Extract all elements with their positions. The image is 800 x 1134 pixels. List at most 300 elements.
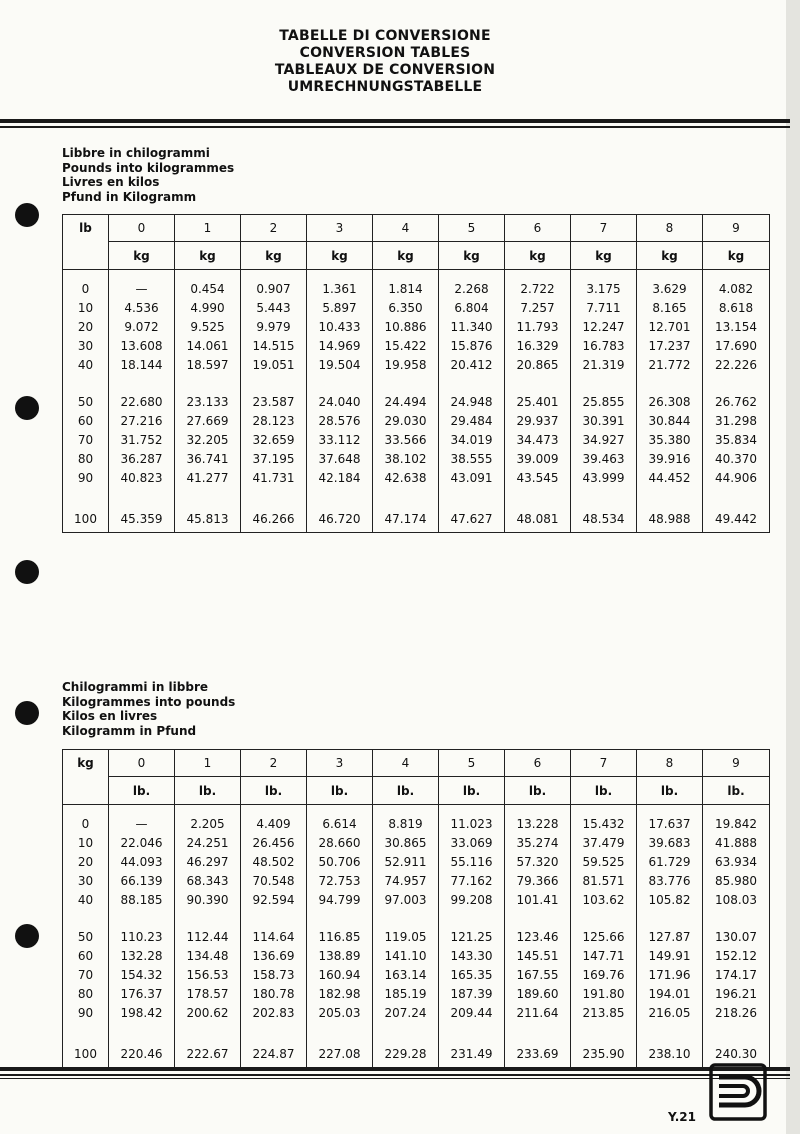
table-cell: 30.865 — [373, 833, 439, 852]
column-digit-header: 4 — [373, 750, 439, 777]
top-rule-thick — [0, 119, 790, 123]
table-cell: 28.576 — [307, 411, 373, 430]
table-cell: 7.711 — [571, 298, 637, 317]
table-cell: 101.41 — [505, 890, 571, 909]
table-cell: 3.175 — [571, 279, 637, 298]
table-cell: 13.608 — [109, 336, 175, 355]
row-base-label: 70 — [63, 430, 109, 449]
table-row — [63, 505, 770, 533]
page-edge — [786, 0, 800, 1134]
table-cell: 48.534 — [571, 505, 637, 533]
column-digit-header: 7 — [571, 750, 637, 777]
binder-hole — [15, 203, 39, 227]
table-cell: 90.390 — [175, 890, 241, 909]
table-cell: 20.412 — [439, 355, 505, 374]
table-cell: 11.793 — [505, 317, 571, 336]
table-row — [63, 355, 770, 374]
table-cell: — — [109, 814, 175, 833]
table-cell: 20.865 — [505, 355, 571, 374]
table-cell: 25.855 — [571, 392, 637, 411]
column-digit-header: 1 — [175, 215, 241, 242]
table-corner-label: kg — [63, 750, 109, 777]
table-cell: 21.319 — [571, 355, 637, 374]
table-cell: 48.502 — [241, 852, 307, 871]
column-digit-header: 8 — [637, 750, 703, 777]
table-cell: 27.669 — [175, 411, 241, 430]
table-cell: 224.87 — [241, 1040, 307, 1068]
table-cell: 10.433 — [307, 317, 373, 336]
table-cell: 15.432 — [571, 814, 637, 833]
table-cell: 19.504 — [307, 355, 373, 374]
row-base-label: 0 — [63, 814, 109, 833]
table-cell: 34.019 — [439, 430, 505, 449]
column-digit-header: 6 — [505, 750, 571, 777]
row-base-label: 80 — [63, 449, 109, 468]
table-row — [63, 927, 770, 946]
table-cell: 33.112 — [307, 430, 373, 449]
table-row — [63, 852, 770, 871]
table-cell: 23.133 — [175, 392, 241, 411]
column-unit-header: lb. — [703, 777, 770, 805]
table-cell: 21.772 — [637, 355, 703, 374]
table-cell: 45.813 — [175, 505, 241, 533]
row-base-label: 10 — [63, 298, 109, 317]
table-cell: 9.525 — [175, 317, 241, 336]
column-unit-header: kg — [307, 242, 373, 270]
table-cell: 14.515 — [241, 336, 307, 355]
table-cell: 238.10 — [637, 1040, 703, 1068]
table-cell: 46.720 — [307, 505, 373, 533]
column-unit-header: lb. — [439, 777, 505, 805]
table-cell: 52.911 — [373, 852, 439, 871]
table-cell: 5.897 — [307, 298, 373, 317]
table-cell: 26.308 — [637, 392, 703, 411]
table-cell: 74.957 — [373, 871, 439, 890]
table-cell: 0.907 — [241, 279, 307, 298]
table-cell: 213.85 — [571, 1003, 637, 1022]
table-cell: 77.162 — [439, 871, 505, 890]
table-cell: 191.80 — [571, 984, 637, 1003]
table-cell: 19.842 — [703, 814, 770, 833]
header-line-de: UMRECHNUNGSTABELLE — [287, 79, 483, 95]
table-cell: 33.069 — [439, 833, 505, 852]
table-cell: 3.629 — [637, 279, 703, 298]
table-cell: 149.91 — [637, 946, 703, 965]
table-cell: 24.948 — [439, 392, 505, 411]
table-cell: 39.009 — [505, 449, 571, 468]
table-cell: 5.443 — [241, 298, 307, 317]
table-cell: 94.799 — [307, 890, 373, 909]
column-unit-header: lb. — [175, 777, 241, 805]
table-cell: 29.937 — [505, 411, 571, 430]
table1-title: Libbre in chilogrammi Pounds into kilogrammes Livres en kilos Pfund in Kilogramm — [62, 146, 235, 204]
row-base-label: 40 — [63, 355, 109, 374]
pounds-to-kg-table — [62, 214, 770, 533]
table-cell: 81.571 — [571, 871, 637, 890]
table-cell: 44.906 — [703, 468, 770, 487]
table-cell: 156.53 — [175, 965, 241, 984]
table-cell: 59.525 — [571, 852, 637, 871]
row-base-label: 100 — [63, 505, 109, 533]
table-cell: 6.614 — [307, 814, 373, 833]
table-cell: 194.01 — [637, 984, 703, 1003]
row-base-label: 10 — [63, 833, 109, 852]
column-unit-header: kg — [241, 242, 307, 270]
table-cell: 44.452 — [637, 468, 703, 487]
table-row — [63, 946, 770, 965]
table-cell: 15.876 — [439, 336, 505, 355]
table-cell: 22.680 — [109, 392, 175, 411]
table-cell: 28.123 — [241, 411, 307, 430]
table-cell: 196.21 — [703, 984, 770, 1003]
table-cell: 97.003 — [373, 890, 439, 909]
table-cell: 189.60 — [505, 984, 571, 1003]
table-cell: 38.102 — [373, 449, 439, 468]
table-cell: 44.093 — [109, 852, 175, 871]
table-cell: 37.648 — [307, 449, 373, 468]
table-cell: 182.98 — [307, 984, 373, 1003]
table-cell: 24.251 — [175, 833, 241, 852]
table-row — [63, 279, 770, 298]
table-cell: 105.82 — [637, 890, 703, 909]
table-cell: 32.659 — [241, 430, 307, 449]
table-cell: 30.391 — [571, 411, 637, 430]
column-digit-header: 5 — [439, 215, 505, 242]
table-cell: 17.637 — [637, 814, 703, 833]
column-digit-header: 6 — [505, 215, 571, 242]
table-cell: 39.463 — [571, 449, 637, 468]
column-digit-header: 3 — [307, 750, 373, 777]
table-row — [63, 449, 770, 468]
table-cell: 79.366 — [505, 871, 571, 890]
table-cell: 7.257 — [505, 298, 571, 317]
table-cell: 220.46 — [109, 1040, 175, 1068]
binder-hole — [15, 560, 39, 584]
table-cell: 11.023 — [439, 814, 505, 833]
table-cell: 15.422 — [373, 336, 439, 355]
table-cell: 18.144 — [109, 355, 175, 374]
column-unit-header: kg — [373, 242, 439, 270]
table-cell: 207.24 — [373, 1003, 439, 1022]
table-cell: 4.082 — [703, 279, 770, 298]
table-cell: 147.71 — [571, 946, 637, 965]
table-cell: 61.729 — [637, 852, 703, 871]
table-cell: 22.226 — [703, 355, 770, 374]
column-unit-header: lb. — [373, 777, 439, 805]
table-cell: 9.072 — [109, 317, 175, 336]
table-cell: 41.277 — [175, 468, 241, 487]
table-cell: 45.359 — [109, 505, 175, 533]
table-cell: 6.350 — [373, 298, 439, 317]
table-cell: 92.594 — [241, 890, 307, 909]
table-cell: 48.081 — [505, 505, 571, 533]
header-line-en: CONVERSION TABLES — [299, 45, 471, 61]
table-cell: 48.988 — [637, 505, 703, 533]
table-cell: 154.32 — [109, 965, 175, 984]
table-cell: 4.409 — [241, 814, 307, 833]
table-corner-spacer — [63, 242, 109, 270]
table-cell: 211.64 — [505, 1003, 571, 1022]
table-cell: 37.195 — [241, 449, 307, 468]
column-digit-header: 1 — [175, 750, 241, 777]
column-unit-header: kg — [703, 242, 770, 270]
column-digit-header: 0 — [109, 750, 175, 777]
table-row — [63, 430, 770, 449]
table-cell: 14.969 — [307, 336, 373, 355]
table-cell: 43.545 — [505, 468, 571, 487]
table-cell: 138.89 — [307, 946, 373, 965]
table-cell: 4.536 — [109, 298, 175, 317]
column-digit-header: 4 — [373, 215, 439, 242]
row-base-label: 50 — [63, 392, 109, 411]
page-number: Y.21 — [668, 1110, 696, 1124]
table-cell: 198.42 — [109, 1003, 175, 1022]
table-cell: 145.51 — [505, 946, 571, 965]
table-row — [63, 1040, 770, 1068]
table-cell: 22.046 — [109, 833, 175, 852]
table-cell: 163.14 — [373, 965, 439, 984]
table-cell: 180.78 — [241, 984, 307, 1003]
column-unit-header: kg — [637, 242, 703, 270]
table-cell: 17.690 — [703, 336, 770, 355]
table-cell: 114.64 — [241, 927, 307, 946]
table-cell: 39.683 — [637, 833, 703, 852]
table-cell: 30.844 — [637, 411, 703, 430]
page-header — [0, 28, 770, 96]
table-cell: 174.17 — [703, 965, 770, 984]
table-cell: 88.185 — [109, 890, 175, 909]
table-cell: 13.154 — [703, 317, 770, 336]
binder-hole — [15, 701, 39, 725]
table-cell: 85.980 — [703, 871, 770, 890]
table-cell: 99.208 — [439, 890, 505, 909]
table-cell: 185.19 — [373, 984, 439, 1003]
table-cell: 40.370 — [703, 449, 770, 468]
table-cell: 9.979 — [241, 317, 307, 336]
table-cell: 38.555 — [439, 449, 505, 468]
table-cell: 11.340 — [439, 317, 505, 336]
table-cell: 202.83 — [241, 1003, 307, 1022]
table-cell: 66.139 — [109, 871, 175, 890]
row-base-label: 90 — [63, 1003, 109, 1022]
table-cell: 116.85 — [307, 927, 373, 946]
table-corner-label: lb — [63, 215, 109, 242]
table-cell: 23.587 — [241, 392, 307, 411]
table-row — [63, 984, 770, 1003]
column-digit-header: 5 — [439, 750, 505, 777]
table-cell: 26.762 — [703, 392, 770, 411]
table-cell: 108.03 — [703, 890, 770, 909]
column-unit-header: lb. — [505, 777, 571, 805]
table-cell: 216.05 — [637, 1003, 703, 1022]
table-cell: 143.30 — [439, 946, 505, 965]
table-row — [63, 833, 770, 852]
table-cell: 218.26 — [703, 1003, 770, 1022]
table-cell: 40.823 — [109, 468, 175, 487]
table-cell: 24.494 — [373, 392, 439, 411]
table-cell: 49.442 — [703, 505, 770, 533]
table-cell: 17.237 — [637, 336, 703, 355]
table-cell: 47.174 — [373, 505, 439, 533]
table-cell: 46.297 — [175, 852, 241, 871]
table-row — [63, 965, 770, 984]
table-cell: 83.776 — [637, 871, 703, 890]
table-cell: 134.48 — [175, 946, 241, 965]
table-cell: 222.67 — [175, 1040, 241, 1068]
table-cell: 112.44 — [175, 927, 241, 946]
table-cell: 43.999 — [571, 468, 637, 487]
table-cell: 35.380 — [637, 430, 703, 449]
table-cell: 205.03 — [307, 1003, 373, 1022]
table-cell: 35.834 — [703, 430, 770, 449]
table-cell: 160.94 — [307, 965, 373, 984]
row-base-label: 30 — [63, 336, 109, 355]
table-cell: 55.116 — [439, 852, 505, 871]
table-cell: 39.916 — [637, 449, 703, 468]
table-cell: 33.566 — [373, 430, 439, 449]
column-unit-header: kg — [439, 242, 505, 270]
table-cell: 152.12 — [703, 946, 770, 965]
row-base-label: 0 — [63, 279, 109, 298]
table-cell: 26.456 — [241, 833, 307, 852]
table-cell: 178.57 — [175, 984, 241, 1003]
table-cell: 28.660 — [307, 833, 373, 852]
binder-hole — [15, 924, 39, 948]
table-cell: 29.030 — [373, 411, 439, 430]
table-cell: 12.701 — [637, 317, 703, 336]
table-cell: 169.76 — [571, 965, 637, 984]
table-cell: 31.752 — [109, 430, 175, 449]
row-base-label: 60 — [63, 946, 109, 965]
table-cell: 121.25 — [439, 927, 505, 946]
row-base-label: 60 — [63, 411, 109, 430]
column-unit-header: lb. — [307, 777, 373, 805]
table-cell: 233.69 — [505, 1040, 571, 1068]
table-cell: 229.28 — [373, 1040, 439, 1068]
column-digit-header: 2 — [241, 215, 307, 242]
table-cell: 63.934 — [703, 852, 770, 871]
table-cell: 125.66 — [571, 927, 637, 946]
table-cell: 136.69 — [241, 946, 307, 965]
table-cell: 235.90 — [571, 1040, 637, 1068]
table-cell: 187.39 — [439, 984, 505, 1003]
table-cell: 19.958 — [373, 355, 439, 374]
column-digit-header: 9 — [703, 750, 770, 777]
table-cell: 8.819 — [373, 814, 439, 833]
table-cell: 2.205 — [175, 814, 241, 833]
table-cell: 36.287 — [109, 449, 175, 468]
table-cell: 0.454 — [175, 279, 241, 298]
table-cell: 1.814 — [373, 279, 439, 298]
table-cell: 158.73 — [241, 965, 307, 984]
table-cell: 8.165 — [637, 298, 703, 317]
table-cell: 165.35 — [439, 965, 505, 984]
table-cell: 41.731 — [241, 468, 307, 487]
table-cell: 27.216 — [109, 411, 175, 430]
table-cell: 127.87 — [637, 927, 703, 946]
table-cell: 19.051 — [241, 355, 307, 374]
column-unit-header: lb. — [571, 777, 637, 805]
table-cell: 41.888 — [703, 833, 770, 852]
table-cell: 2.268 — [439, 279, 505, 298]
table-cell: 176.37 — [109, 984, 175, 1003]
table-cell: — — [109, 279, 175, 298]
table-row — [63, 317, 770, 336]
row-base-label: 30 — [63, 871, 109, 890]
row-base-label: 80 — [63, 984, 109, 1003]
header-line-it: TABELLE DI CONVERSIONE — [279, 28, 491, 44]
column-digit-header: 2 — [241, 750, 307, 777]
table-cell: 42.184 — [307, 468, 373, 487]
table-cell: 34.473 — [505, 430, 571, 449]
table-row — [63, 411, 770, 430]
table-cell: 103.62 — [571, 890, 637, 909]
table-cell: 24.040 — [307, 392, 373, 411]
table-cell: 2.722 — [505, 279, 571, 298]
column-unit-header: lb. — [637, 777, 703, 805]
table-cell: 25.401 — [505, 392, 571, 411]
table-cell: 6.804 — [439, 298, 505, 317]
table-cell: 123.46 — [505, 927, 571, 946]
table-corner-spacer — [63, 777, 109, 805]
table-cell: 68.343 — [175, 871, 241, 890]
column-digit-header: 0 — [109, 215, 175, 242]
table-cell: 119.05 — [373, 927, 439, 946]
column-unit-header: lb. — [109, 777, 175, 805]
bottom-rule-hairline — [0, 1078, 790, 1079]
table-cell: 70.548 — [241, 871, 307, 890]
row-base-label: 40 — [63, 890, 109, 909]
table-cell: 14.061 — [175, 336, 241, 355]
table-cell: 16.783 — [571, 336, 637, 355]
table-row — [63, 890, 770, 909]
table-cell: 42.638 — [373, 468, 439, 487]
publisher-logo-icon — [709, 1063, 767, 1121]
row-base-label: 20 — [63, 317, 109, 336]
table2-title: Chilogrammi in libbre Kilogrammes into pounds Kilos en livres Kilogramm in Pfund — [62, 680, 236, 738]
table-cell: 31.298 — [703, 411, 770, 430]
bottom-rule-thin — [0, 1074, 790, 1076]
table-cell: 46.266 — [241, 505, 307, 533]
table-cell: 35.274 — [505, 833, 571, 852]
header-line-fr: TABLEAUX DE CONVERSION — [274, 62, 496, 78]
column-unit-header: kg — [109, 242, 175, 270]
table-cell: 110.23 — [109, 927, 175, 946]
table-cell: 240.30 — [703, 1040, 770, 1068]
table-cell: 16.329 — [505, 336, 571, 355]
column-digit-header: 3 — [307, 215, 373, 242]
column-digit-header: 8 — [637, 215, 703, 242]
table-cell: 1.361 — [307, 279, 373, 298]
table-row — [63, 468, 770, 487]
table-cell: 37.479 — [571, 833, 637, 852]
table-cell: 57.320 — [505, 852, 571, 871]
column-unit-header: kg — [175, 242, 241, 270]
table-row — [63, 814, 770, 833]
table-cell: 8.618 — [703, 298, 770, 317]
table-cell: 10.886 — [373, 317, 439, 336]
table-cell: 227.08 — [307, 1040, 373, 1068]
column-digit-header: 9 — [703, 215, 770, 242]
table-cell: 167.55 — [505, 965, 571, 984]
table-cell: 130.07 — [703, 927, 770, 946]
table-cell: 18.597 — [175, 355, 241, 374]
table-row — [63, 1003, 770, 1022]
table-row — [63, 392, 770, 411]
table-cell: 13.228 — [505, 814, 571, 833]
table-cell: 171.96 — [637, 965, 703, 984]
table-cell: 72.753 — [307, 871, 373, 890]
